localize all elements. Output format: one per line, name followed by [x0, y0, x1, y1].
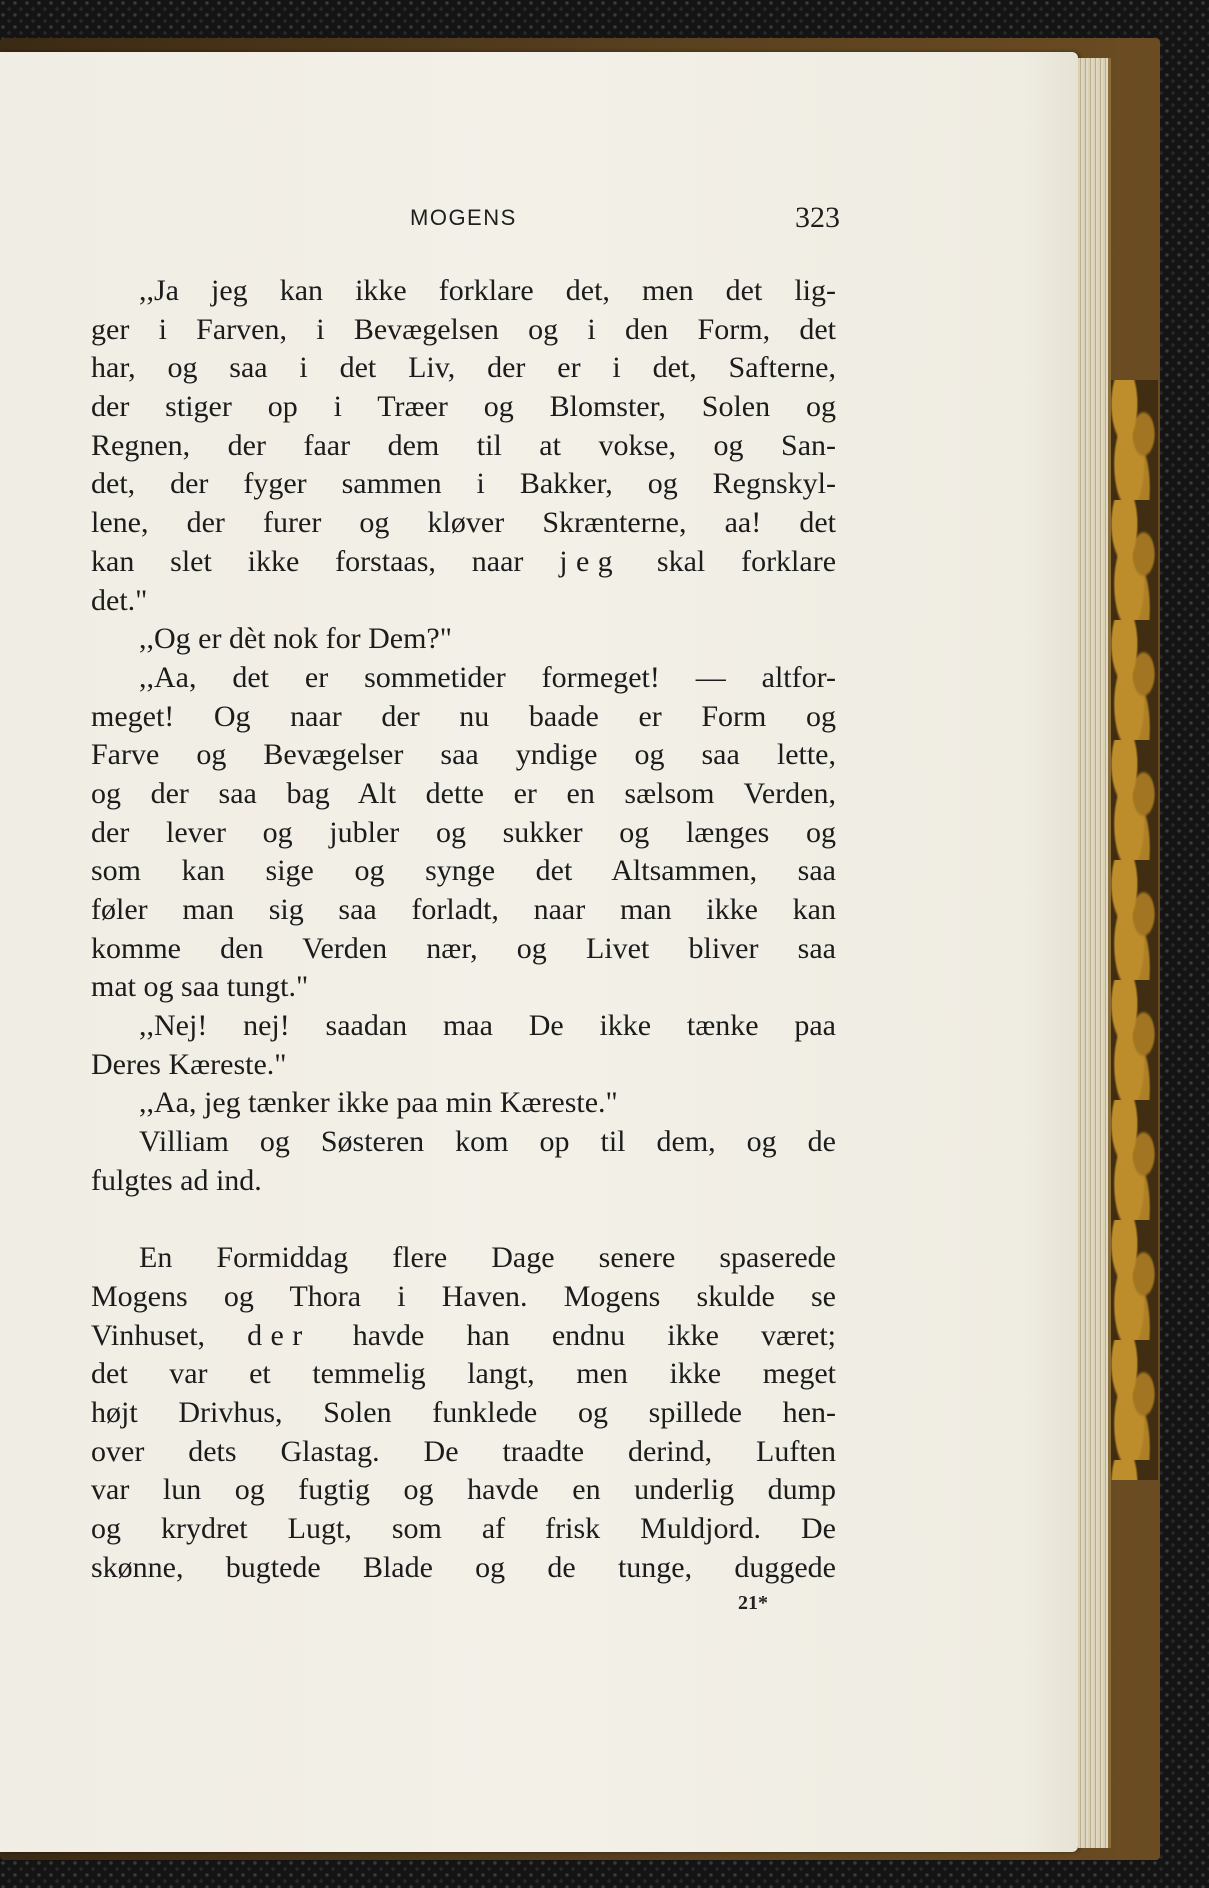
- running-head: [90, 203, 840, 233]
- text-line: lene, der furer og kløver Skrænterne, aa! det: [91, 506, 836, 540]
- page-number: 323: [795, 201, 840, 234]
- text-line: højt Drivhus, Solen funklede og spillede hen-: [91, 1395, 836, 1429]
- text-line: skønne, bugtede Blade og de tunge, duggede: [91, 1550, 836, 1584]
- text-line: [91, 543, 836, 582]
- text-fragment: Vinhuset,: [91, 1318, 206, 1352]
- text-line: og der saa bag Alt dette er en sælsom Verden,: [91, 776, 836, 810]
- text-line: Villiam og Søsteren kom op til dem, og de: [139, 1125, 836, 1159]
- text-line: var lun og fugtig og havde en underlig dump: [91, 1473, 836, 1507]
- text-line: komme den Verden nær, og Livet bliver saa: [91, 931, 836, 965]
- text-line: det, der fyger sammen i Bakker, og Regnskyl-: [91, 467, 836, 501]
- text-line: og krydret Lugt, som af frisk Muldjord. De: [91, 1512, 836, 1545]
- body-text: [91, 272, 836, 1587]
- text-line: mat og saa tungt.": [91, 970, 309, 1004]
- text-line: føler man sig saa forladt, naar man ikke kan: [91, 893, 836, 926]
- text-line: Mogens og Thora i Haven. Mogens skulde se: [91, 1279, 836, 1313]
- text-fragment: skal forklare: [656, 544, 837, 578]
- text-line: [91, 1317, 836, 1356]
- text-line: det.": [91, 583, 148, 617]
- running-title: MOGENS: [410, 205, 517, 230]
- section-break: [91, 1201, 836, 1240]
- text-line: der lever og jubler og sukker og længes og: [91, 815, 836, 849]
- marbled-endpaper: [1110, 380, 1158, 1480]
- text-line: En Formiddag flere Dage senere spaserede: [139, 1241, 836, 1275]
- text-line: ,,Aa, jeg tænker ikke paa min Kæreste.": [139, 1086, 618, 1120]
- printer-signature: 21*: [738, 1592, 768, 1614]
- text-line: Deres Kæreste.": [91, 1047, 287, 1081]
- text-line: har, og saa i det Liv, der er i det, Safterne,: [91, 351, 836, 385]
- text-line: ger i Farven, i Bevægelsen og i den Form, det: [91, 312, 836, 346]
- text-fragment: kan slet ikke forstaas, naar: [91, 544, 524, 578]
- emphasized-word: der: [247, 1318, 311, 1352]
- emphasized-word: jeg: [559, 544, 622, 578]
- text-line: Farve og Bevægelser saa yndige og saa lette,: [91, 738, 836, 772]
- text-line: det var et temmelig langt, men ikke meget: [91, 1357, 836, 1391]
- text-line: som kan sige og synge det Altsammen, saa: [91, 854, 836, 888]
- text-line: ,,Aa, det er sommetider formeget! — altfor-: [139, 660, 836, 694]
- page-edges: [1078, 58, 1111, 1848]
- text-line: ,,Ja jeg kan ikke forklare det, men det lig-: [139, 274, 836, 307]
- text-line: ,,Og er dèt nok for Dem?": [139, 622, 452, 656]
- text-fragment: havde han endnu ikke været;: [352, 1318, 836, 1352]
- text-line: fulgtes ad ind.: [91, 1163, 262, 1197]
- text-line: meget! Og naar der nu baade er Form og: [91, 699, 836, 733]
- text-line: over dets Glastag. De traadte derind, Luften: [91, 1434, 836, 1468]
- text-line: Regnen, der faar dem til at vokse, og San-: [91, 428, 836, 462]
- text-line: der stiger op i Træer og Blomster, Solen og: [91, 390, 836, 424]
- text-line: ,,Nej! nej! saadan maa De ikke tænke paa: [139, 1009, 836, 1043]
